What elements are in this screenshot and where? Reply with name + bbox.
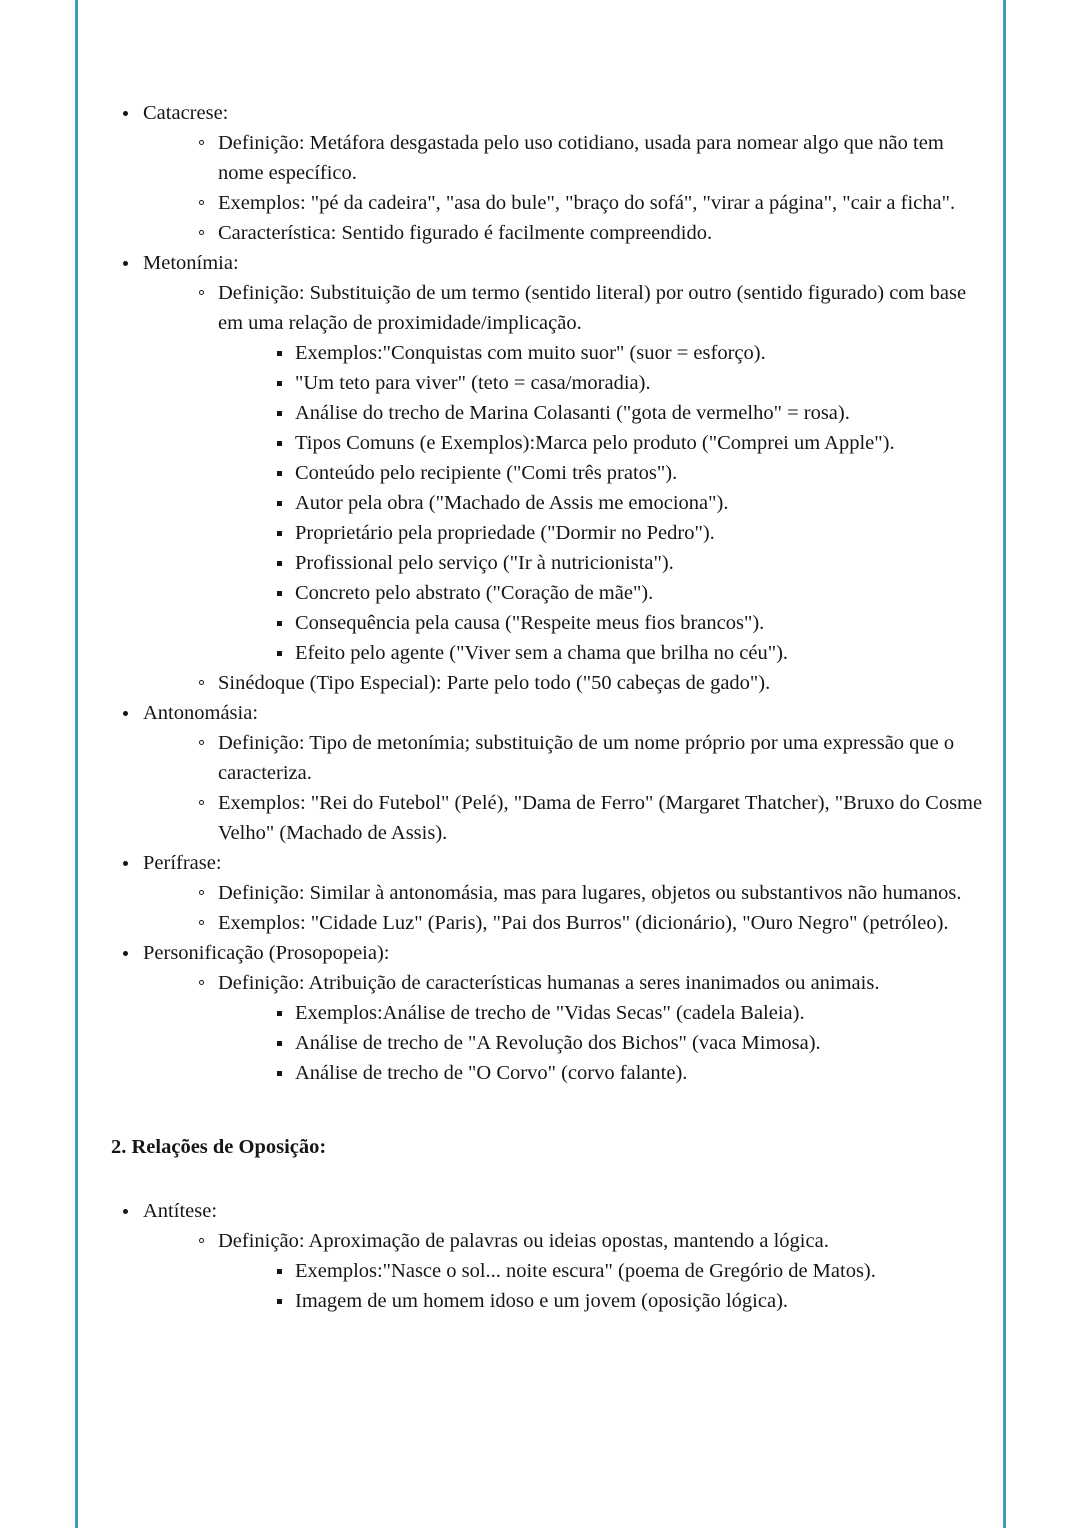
list-item-label: Perífrase: — [143, 848, 983, 878]
list-item — [181, 968, 983, 1088]
list-item-label: Exemplos: "pé da cadeira", "asa do bule", "braço do sofá", "virar a página", "cair a ficha". — [218, 188, 983, 218]
list-item — [181, 128, 983, 188]
list-item-label: Exemplos: "Rei do Futebol" (Pelé), "Dama de Ferro" (Margaret Thatcher), "Bruxo do Cosme Velho" (Machado de Assis). — [218, 788, 983, 848]
list-item-label: Definição: Metáfora desgastada pelo uso cotidiano, usada para nomear algo que não tem nome específico. — [218, 128, 983, 188]
list-item-label: Definição: Substituição de um termo (sentido literal) por outro (sentido figurado) com base em uma relação de proximidade/implicação. — [218, 278, 983, 338]
bullet-list-level-1 — [105, 1196, 983, 1316]
list-item — [258, 608, 983, 638]
right-margin-rule — [1003, 0, 1006, 1528]
list-item-label: Análise de trecho de "A Revolução dos Bichos" (vaca Mimosa). — [295, 1028, 983, 1058]
list-item-label: Consequência pela causa ("Respeite meus fios brancos"). — [295, 608, 983, 638]
list-item-label: Tipos Comuns (e Exemplos):Marca pelo produto ("Comprei um Apple"). — [295, 428, 983, 458]
list-item — [258, 518, 983, 548]
list-item — [105, 938, 983, 1088]
list-item-label: Antonomásia: — [143, 698, 983, 728]
bullet-list-level-3 — [218, 338, 983, 668]
list-item — [258, 488, 983, 518]
list-item — [181, 1226, 983, 1316]
list-item-label: Análise do trecho de Marina Colasanti ("gota de vermelho" = rosa). — [295, 398, 983, 428]
list-item-label: Antítese: — [143, 1196, 983, 1226]
list-item — [258, 1058, 983, 1088]
list-item — [258, 1028, 983, 1058]
list-item — [258, 1256, 983, 1286]
bullet-list-level-2 — [143, 878, 983, 938]
list-item — [181, 218, 983, 248]
list-item-label: Imagem de um homem idoso e um jovem (oposição lógica). — [295, 1286, 983, 1316]
list-item — [258, 428, 983, 458]
list-item-label: Autor pela obra ("Machado de Assis me emociona"). — [295, 488, 983, 518]
list-item — [181, 278, 983, 668]
list-item-label: "Um teto para viver" (teto = casa/moradia). — [295, 368, 983, 398]
list-item-label: Definição: Atribuição de características humanas a seres inanimados ou animais. — [218, 968, 983, 998]
list-item — [181, 788, 983, 848]
list-item-label: Proprietário pela propriedade ("Dormir no Pedro"). — [295, 518, 983, 548]
bullet-list-level-3 — [218, 1256, 983, 1316]
bullet-list-level-1 — [105, 98, 983, 1088]
list-item — [181, 188, 983, 218]
section-heading-relacoes-de-oposicao: 2. Relações de Oposição: — [111, 1136, 327, 1158]
list-item-label: Exemplos:"Conquistas com muito suor" (suor = esforço). — [295, 338, 983, 368]
list-item-label: Conteúdo pelo recipiente ("Comi três pratos"). — [295, 458, 983, 488]
list-item — [181, 668, 983, 698]
list-item-label: Exemplos:"Nasce o sol... noite escura" (poema de Gregório de Matos). — [295, 1256, 983, 1286]
bullet-list-level-2 — [143, 728, 983, 848]
list-item-label: Catacrese: — [143, 98, 983, 128]
left-margin-rule — [75, 0, 78, 1528]
list-item-label: Personificação (Prosopopeia): — [143, 938, 983, 968]
list-item — [258, 338, 983, 368]
list-item — [105, 1196, 983, 1316]
list-item-label: Efeito pelo agente ("Viver sem a chama que brilha no céu"). — [295, 638, 983, 668]
list-item-label: Característica: Sentido figurado é facilmente compreendido. — [218, 218, 983, 248]
list-item — [105, 848, 983, 938]
list-item — [181, 908, 983, 938]
list-item-label: Análise de trecho de "O Corvo" (corvo falante). — [295, 1058, 983, 1088]
bullet-list-level-3 — [218, 998, 983, 1088]
list-item — [258, 998, 983, 1028]
list-item — [258, 458, 983, 488]
list-item — [258, 578, 983, 608]
list-item — [181, 728, 983, 788]
list-item-label: Exemplos:Análise de trecho de "Vidas Secas" (cadela Baleia). — [295, 998, 983, 1028]
list-item — [258, 638, 983, 668]
list-item — [258, 1286, 983, 1316]
bullet-list-level-2 — [143, 128, 983, 248]
list-item-label: Definição: Similar à antonomásia, mas para lugares, objetos ou substantivos não humanos. — [218, 878, 983, 908]
list-item-label: Sinédoque (Tipo Especial): Parte pelo todo ("50 cabeças de gado"). — [218, 668, 983, 698]
list-item — [181, 878, 983, 908]
list-item — [258, 368, 983, 398]
list-item — [258, 398, 983, 428]
document-content — [105, 98, 983, 1316]
list-item — [105, 698, 983, 848]
list-item — [105, 248, 983, 698]
list-item — [105, 98, 983, 248]
list-item — [258, 548, 983, 578]
list-item-label: Concreto pelo abstrato ("Coração de mãe"). — [295, 578, 983, 608]
list-item-label: Definição: Aproximação de palavras ou ideias opostas, mantendo a lógica. — [218, 1226, 983, 1256]
bullet-list-level-2 — [143, 278, 983, 698]
bullet-list-level-2 — [143, 968, 983, 1088]
list-item-label: Metonímia: — [143, 248, 983, 278]
list-item-label: Definição: Tipo de metonímia; substituição de um nome próprio por uma expressão que o caracteriza. — [218, 728, 983, 788]
list-item-label: Exemplos: "Cidade Luz" (Paris), "Pai dos Burros" (dicionário), "Ouro Negro" (petróleo). — [218, 908, 983, 938]
list-item-label: Profissional pelo serviço ("Ir à nutricionista"). — [295, 548, 983, 578]
bullet-list-level-2 — [143, 1226, 983, 1316]
